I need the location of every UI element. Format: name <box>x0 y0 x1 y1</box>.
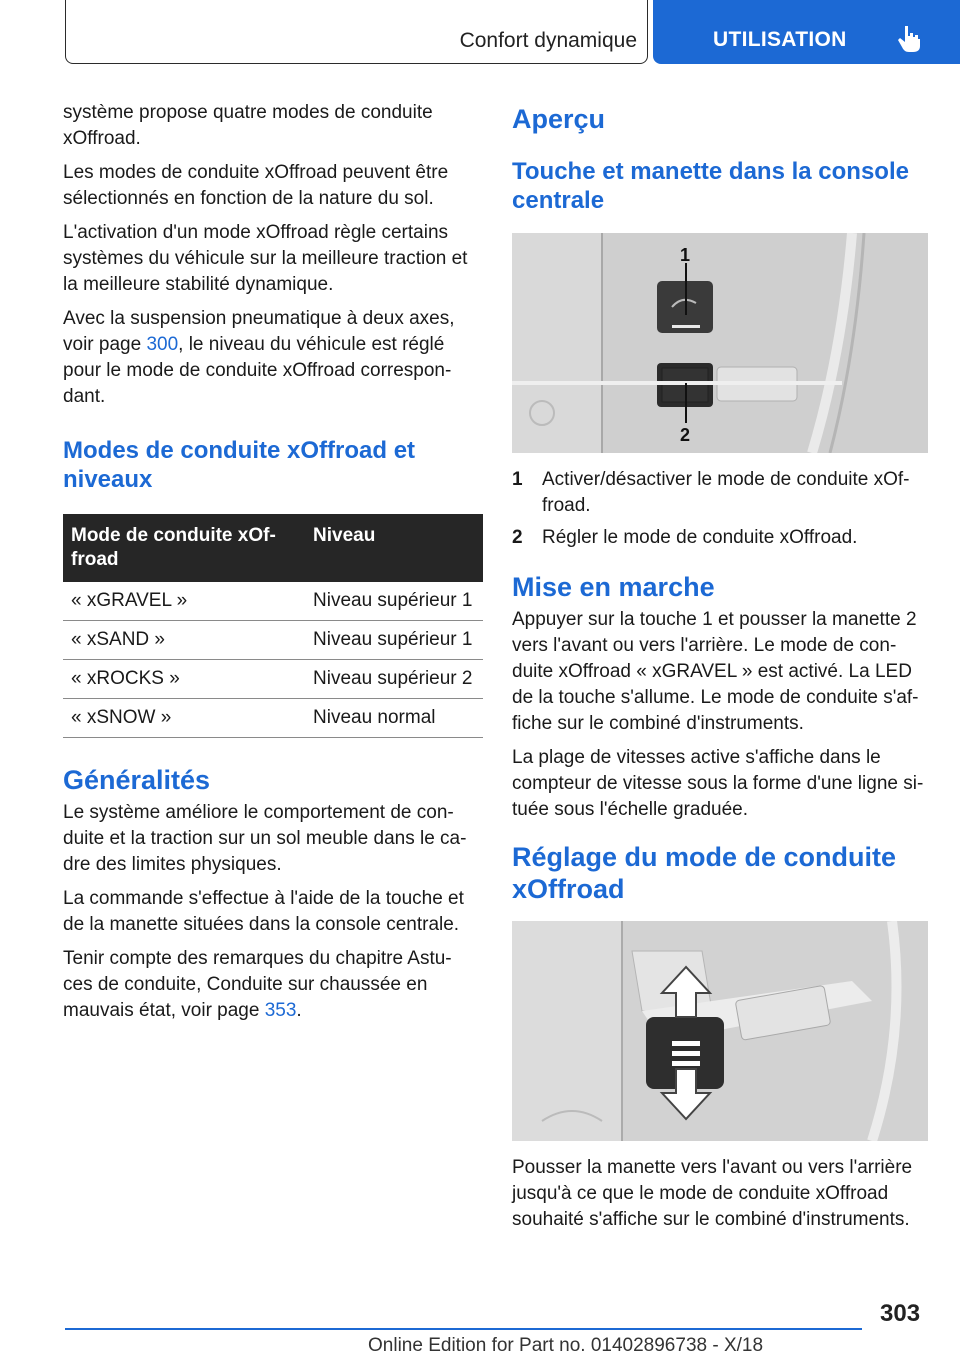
figure-legend <box>512 467 930 551</box>
modes-table <box>63 514 483 738</box>
callout-1: 1 <box>680 245 691 265</box>
callout-2: 2 <box>680 425 691 445</box>
header-section-box <box>65 0 648 64</box>
list-item <box>512 467 930 519</box>
general-paragraph-2: La commande s'effectue à l'aide de la touche et de la manette situées dans la console centrale. <box>63 888 464 935</box>
page-link-300[interactable]: 300 <box>146 334 179 355</box>
lever-illustration <box>512 921 928 1141</box>
table-cell-mode: « xSAND » <box>63 621 305 660</box>
table-cell-level: Niveau supérieur 1 <box>305 621 483 660</box>
table-cell-level: Niveau supérieur 1 <box>305 582 483 621</box>
legend-text: Activer/désactiver le mode de conduite xOf- froad. <box>542 469 910 516</box>
overview-heading: Aperçu <box>512 104 606 134</box>
intro-paragraph-2: Les modes de conduite xOffroad peuvent être sélectionnés en fonction de la nature du sol. <box>63 162 449 209</box>
intro-paragraph-1: système propose quatre modes de conduite xOffroad. <box>63 102 433 149</box>
suspension-text: Avec la suspension pneumatique à deux axes, voir page <box>63 308 455 355</box>
table-cell-level: Niveau supérieur 2 <box>305 660 483 699</box>
start-paragraph-2: La plage de vitesses active s'affiche dans le compteur de vitesse sous la forme d'une ligne si- tuée sous l'échelle graduée. <box>512 747 924 820</box>
adjust-paragraph: Pousser la manette vers l'avant ou vers l'arrière jusqu'à ce que le mode de conduite xOffroad souhaité s'affiche sur le combiné d'instruments. <box>512 1157 913 1230</box>
legend-number: 2 <box>512 527 523 548</box>
section-title: Confort dynamique <box>459 29 637 52</box>
table-row <box>63 660 483 699</box>
right-column <box>512 103 930 1241</box>
list-item <box>512 525 930 551</box>
pointing-hand-icon <box>896 24 922 54</box>
table-row <box>63 621 483 660</box>
suspension-paragraph <box>63 306 483 410</box>
modes-heading: Modes de conduite xOffroad et niveaux <box>63 437 416 493</box>
table-row <box>63 699 483 738</box>
legend-text: Régler le mode de conduite xOffroad. <box>542 527 858 548</box>
general-paragraph-1: Le système améliore le comportement de con- duite et la traction sur un sol meuble dans le ca- dre des limites physiques. <box>63 802 467 875</box>
start-paragraph-1: Appuyer sur la touche 1 et pousser la manette 2 vers l'avant ou vers l'arrière. Le mode de con- duite xOffroad « xGRAVEL » est activé. La LED de la touche s'allume. Le mode de conduite s'af- fiche sur le combiné d'instruments. <box>512 609 919 734</box>
chapter-title: UTILISATION <box>713 28 847 51</box>
adjust-heading: Réglage du mode de conduite xOffroad <box>512 842 897 904</box>
note-text-end: . <box>296 1000 302 1021</box>
table-header-row <box>63 514 483 582</box>
note-text: Tenir compte des remarques du chapitre Astu- ces de conduite, Conduite sur chaussée en mauvais état, voir page <box>63 948 452 1021</box>
intro-paragraph-3: L'activation d'un mode xOffroad règle certains systèmes du véhicule sur la meilleure traction et la meilleure stabilité dynamique. <box>63 222 468 295</box>
table-row <box>63 582 483 621</box>
table-header-mode: Mode de conduite xOf- froad <box>63 514 305 582</box>
general-heading: Généralités <box>63 765 211 795</box>
table-header-level: Niveau <box>305 514 483 582</box>
table-cell-mode: « xROCKS » <box>63 660 305 699</box>
table-cell-level: Niveau normal <box>305 699 483 738</box>
start-heading: Mise en marche <box>512 572 715 602</box>
footer-divider <box>65 1328 862 1330</box>
page-number: 303 <box>880 1300 921 1327</box>
table-cell-mode: « xGRAVEL » <box>63 582 305 621</box>
edition-footer: Online Edition for Part no. 01402896738 - X/18 <box>368 1335 764 1356</box>
lever-photo <box>512 921 928 1141</box>
note-paragraph <box>63 946 483 1024</box>
page-link-353[interactable]: 353 <box>264 1000 297 1021</box>
left-column <box>63 100 483 1032</box>
console-heading: Touche et manette dans la console centrale <box>512 158 909 214</box>
chapter-tab[interactable] <box>653 0 960 64</box>
table-cell-mode: « xSNOW » <box>63 699 305 738</box>
suspension-text-end: , le niveau du véhicule est réglé pour le mode de conduite xOffroad correspon- dant. <box>63 334 452 407</box>
legend-number: 1 <box>512 469 523 490</box>
console-illustration <box>512 233 928 453</box>
console-photo <box>512 233 928 453</box>
